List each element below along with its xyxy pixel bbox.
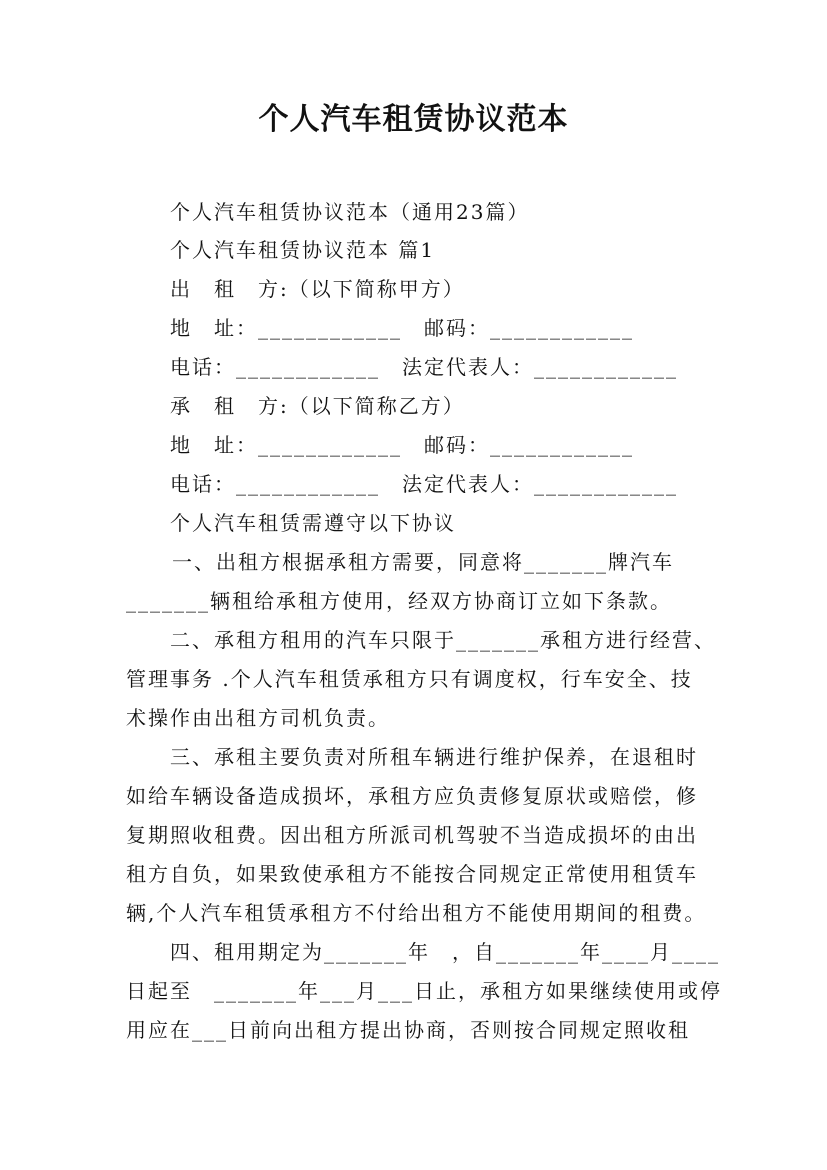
agreement-intro-line: 个人汽车租赁需遵守以下协议: [170, 511, 456, 535]
clause-4-line-2: 日起至 _______年___月___日止，承租方如果继续使用或停: [126, 979, 722, 1003]
clause-2-line-1: 二、承租方租用的汽车只限于_______承租方进行经营、: [170, 628, 716, 652]
clause-3-line-4: 租方自负，如果致使承租方不能按合同规定正常使用租赁车: [126, 862, 698, 886]
lessee-address-line: 地 址：____________ 邮码：____________: [170, 433, 634, 457]
clause-3-line-2: 如给车辆设备造成损坏，承租方应负责修复原状或赔偿，修: [126, 784, 698, 808]
doc-section-heading: 个人汽车租赁协议范本 篇1: [170, 238, 436, 262]
clause-1-line-1: 一、出租方根据承租方需要，同意将_______牌汽车: [172, 550, 674, 574]
clause-3-line-5: 辆,个人汽车租赁承租方不付给出租方不能使用期间的租费。: [126, 901, 707, 925]
clause-4-line-3: 用应在___日前向出租方提出协商，否则按合同规定照收租: [126, 1018, 690, 1042]
clause-3-line-1: 三、承租主要负责对所租车辆进行维护保养，在退租时: [170, 745, 698, 769]
lessee-phone-line: 电话：____________ 法定代表人：____________: [170, 472, 678, 496]
lessor-address-line: 地 址：____________ 邮码：____________: [170, 316, 634, 340]
lessee-line: 承 租 方:（以下简称乙方）: [170, 394, 465, 418]
document-title: 个人汽车租赁协议范本: [258, 102, 569, 137]
lessor-phone-line: 电话：____________ 法定代表人：____________: [170, 355, 678, 379]
clause-1-line-2: _______辆租给承租方使用，经双方协商订立如下条款。: [126, 589, 672, 613]
clause-2-line-2: 管理事务 .个人汽车租赁承租方只有调度权，行车安全、技: [126, 667, 693, 691]
doc-subtitle-line: 个人汽车租赁协议范本（通用23篇）: [170, 200, 530, 224]
clause-3-line-3: 复期照收租费。因出租方所派司机驾驶不当造成损坏的由出: [126, 823, 698, 847]
lessor-line: 出 租 方:（以下简称甲方）: [170, 277, 465, 301]
clause-2-line-3: 术操作由出租方司机负责。: [126, 706, 390, 730]
clause-4-line-1: 四、租用期定为_______年 ，自_______年____月____: [170, 940, 720, 964]
